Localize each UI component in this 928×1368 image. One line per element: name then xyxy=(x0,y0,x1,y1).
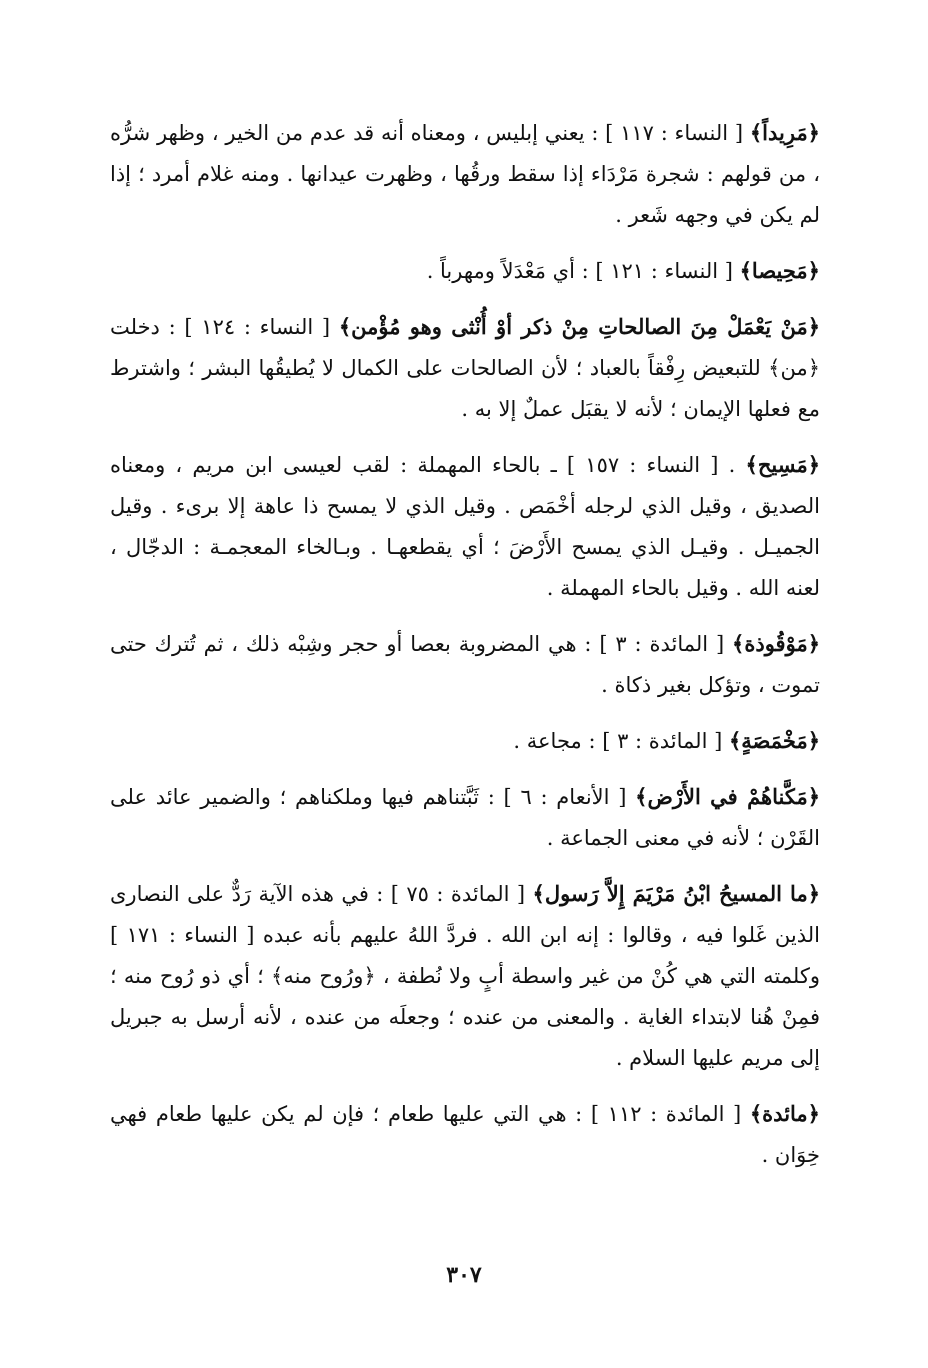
entry-mawquda xyxy=(110,623,820,706)
entry-text: [ الأنعام : ٦ ] : ثَبَّتناهم فيها وملكناهم ؛ والضمير عائد على القَرْن ؛ لأنه في معنى الجماعة . xyxy=(110,785,820,850)
entry-text: . [ النساء : ١٥٧ ] ـ بالحاء المهملة : لقب لعيسى ابن مريم ، ومعناه الصديق ، وقيل الذي لرجله أخْمَص . وقيل الذي لا يمسح ذا عاهة إلا برىء . وقيل الجميـل . وقيـل الذي يمسح الأَرْضَ ؛ أي يقطعهـا . وبـالخاء المعجمـة : الدجّال ، لعنه الله . وقيل بالحاء المهملة . xyxy=(110,453,820,600)
entry-mahis xyxy=(110,250,820,292)
entry-text: [ النساء : ١٢١ ] : أي مَعْدَلاً ومهرباً . xyxy=(426,259,740,283)
page-number: ٣٠٧ xyxy=(446,1262,482,1288)
entry-makkannahum xyxy=(110,776,820,859)
entry-text: [ المائدة : ٧٥ ] : في هذه الآية رَدٌّ على النصارى الذين غَلوا فيه ، وقالوا : إنه ابن الله . فردَّ اللهُ عليهم بأنه عبده [ النساء : ١٧١ ] وكلمته التي هي كُنْ من غير واسطة أبٍ ولا نُطفة ، ﴿ورُوح منه﴾ ؛ أي ذو رُوح منه ؛ فمِنْ هُنا لابتداء الغاية . والمعنى من عنده ؛ وجعلَه من عنده ، لأنه أرسل به جبريل إلى مريم عليها السلام . xyxy=(110,882,820,1070)
entry-maida xyxy=(110,1093,820,1176)
entry-man-yamal xyxy=(110,306,820,430)
entry-masih xyxy=(110,444,820,609)
entry-term: ﴿مَسِيح﴾ xyxy=(745,452,821,477)
page-body xyxy=(110,112,820,1190)
entry-murid xyxy=(110,112,820,236)
entry-term: ﴿مَحِيصا﴾ xyxy=(739,258,820,283)
entry-term: ﴿مَنْ يَعْمَلْ مِنَ الصالحاتِ مِنْ ذكر أوْ أُنْثى وهو مُؤْمن﴾ xyxy=(338,314,820,339)
entry-ma-al-masih xyxy=(110,873,820,1079)
entry-term: ﴿مائدة﴾ xyxy=(749,1101,820,1126)
entry-term: ﴿ما المسيحُ ابْنُ مَرْيَمَ إِلاَّ رَسول﴾ xyxy=(532,881,820,906)
entry-makhmasa xyxy=(110,720,820,762)
entry-text: [ النساء : ١١٧ ] : يعني إبليس ، ومعناه أنه قد عدم من الخير ، وظهر شرُّه ، من قولهم : شجرة مَرْدَاء إذا سقط ورقُها ، وظهرت عيدانها . ومنه غلام أمرد ؛ إذا لم يكن في وجهه شَعر . xyxy=(110,121,820,227)
entry-term: ﴿مَخْمَصَةٍ﴾ xyxy=(728,728,820,753)
entry-term: ﴿مَرِيداً﴾ xyxy=(749,120,820,145)
entry-text: [ المائدة : ١١٢ ] : هي التي عليها طعام ؛ فإن لم يكن عليها طعام فهي خِوَان . xyxy=(110,1102,820,1167)
entry-text: [ المائدة : ٣ ] : هي المضروبة بعصا أو حجر وشِبْه ذلك ، ثم تُترك حتى تموت ، وتؤكل بغير ذكاة . xyxy=(110,632,820,697)
entry-text: [ النساء : ١٢٤ ] : دخلت ﴿من﴾ للتبعيض رِفْقاً بالعباد ؛ لأن الصالحات على الكمال لا يُطيقُها البشر ؛ واشترط مع فعلها الإيمان ؛ لأنه لا يقبَل عملٌ إلا به . xyxy=(110,315,820,421)
entry-text: [ المائدة : ٣ ] : مجاعة . xyxy=(513,729,729,753)
entry-term: ﴿مَكَّناهُمْ في الأَرْض﴾ xyxy=(635,784,821,809)
entry-term: ﴿مَوْقُوذة﴾ xyxy=(732,631,820,656)
